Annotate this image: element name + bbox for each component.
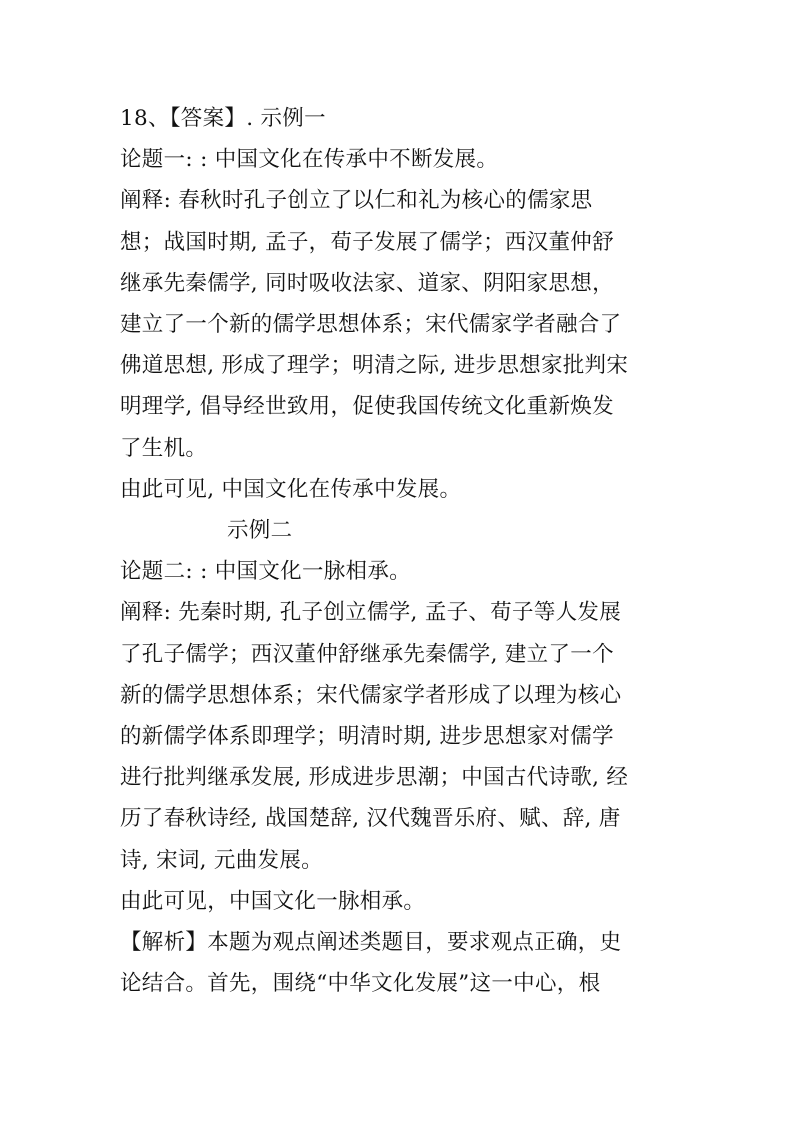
explanation-two-line-2: 了孔子儒学；西汉董仲舒继承先秦儒学, 建立了一个 — [120, 642, 614, 667]
explanation-one-line-6: 明理学, 倡导经世致用，促使我国传统文化重新焕发 — [120, 394, 614, 419]
answer-heading: 18、【答案】. 示例一 — [120, 106, 326, 131]
conclusion-one: 由此可见, 中国文化在传承中发展。 — [120, 477, 462, 502]
explanation-one-line-1: 阐释: 春秋时孔子创立了以仁和礼为核心的儒家思 — [120, 188, 593, 213]
analysis-line-1: 【解析】本题为观点阐述类题目，要求观点正确，史 — [120, 930, 622, 955]
explanation-one-line-5: 佛道思想, 形成了理学；明清之际, 进步思想家批判宋 — [120, 353, 629, 378]
explanation-one-line-4: 建立了一个新的儒学思想体系；宋代儒家学者融合了 — [120, 312, 622, 337]
conclusion-two: 由此可见，中国文化一脉相承。 — [120, 889, 426, 914]
topic-two: 论题二: : 中国文化一脉相承。 — [120, 559, 411, 584]
explanation-one-line-7: 了生机。 — [120, 436, 208, 461]
analysis-line-2: 论结合。首先，围绕“中华文化发展”这一中心，根 — [120, 971, 601, 996]
explanation-two-line-3: 新的儒学思想体系；宋代儒家学者形成了以理为核心 — [120, 683, 622, 708]
explanation-one-line-2: 想；战国时期, 孟子，荀子发展了儒学；西汉董仲舒 — [120, 230, 614, 255]
explanation-two-line-1: 阐释: 先秦时期, 孔子创立儒学, 孟子、荀子等人发展 — [120, 600, 622, 625]
explanation-one-line-3: 继承先秦儒学, 同时吸收法家、道家、阴阳家思想， — [120, 271, 614, 296]
explanation-two-line-5: 进行批判继承发展, 形成进步思潮；中国古代诗歌, 经 — [120, 765, 629, 790]
explanation-two-line-4: 的新儒学体系即理学；明清时期, 进步思想家对儒学 — [120, 724, 614, 749]
example-two-heading: 示例二 — [227, 518, 293, 543]
topic-one: 论题一: : 中国文化在传承中不断发展。 — [120, 147, 499, 172]
explanation-two-line-7: 诗, 宋词, 元曲发展。 — [120, 848, 323, 873]
explanation-two-line-6: 历了春秋诗经, 战国楚辞, 汉代魏晋乐府、赋、辞, 唐 — [120, 806, 621, 831]
